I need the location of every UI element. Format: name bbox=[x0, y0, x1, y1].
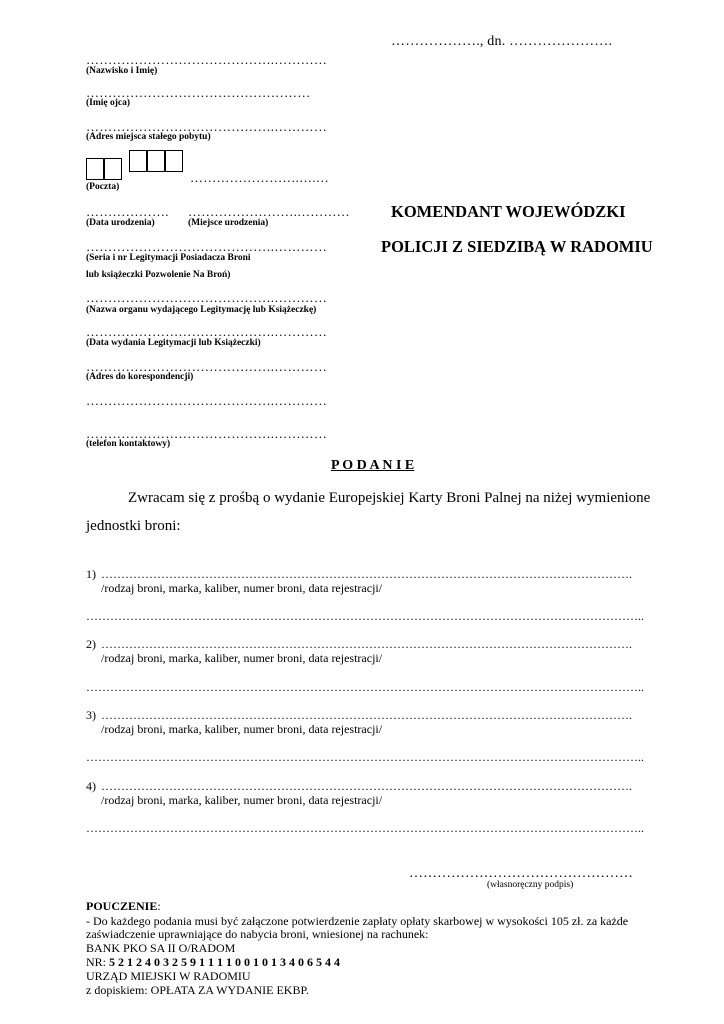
notice-heading-colon: : bbox=[157, 899, 161, 913]
notice-heading: POUCZENIE bbox=[86, 899, 158, 913]
office-name: URZĄD MIEJSKI W RADOMIU bbox=[86, 969, 251, 983]
address-label: (Adres miejsca stałego pobytu) bbox=[86, 132, 211, 142]
license-label: (Seria i nr Legitymacji Posiadacza Broni bbox=[86, 253, 251, 263]
payment-note: z dopiskiem: OPŁATA ZA WYDANIE EKBP. bbox=[86, 983, 309, 997]
postal-code-box bbox=[86, 158, 104, 180]
father-name-label: (Imię ojca) bbox=[86, 98, 131, 108]
name-label: (Nazwisko i Imię) bbox=[86, 66, 158, 76]
father-name-field: …………………………………………… bbox=[86, 85, 311, 100]
notice-heading-wrap bbox=[86, 899, 161, 914]
correspondence-field: …………………………………….………… bbox=[86, 359, 328, 374]
notice-line-1: - Do każdego podania musi być załączone potwierdzenie zapłaty opłaty skarbowej w wysokości 105 zł. za każde bbox=[86, 914, 629, 928]
weapon-hint: /rodzaj broni, marka, kaliber, numer broni, data rejestracji/ bbox=[101, 793, 383, 807]
signature-field: ………………………………………… bbox=[409, 866, 633, 881]
recipient-line-1: KOMENDANT WOJEWÓDZKI bbox=[391, 202, 626, 221]
account-line bbox=[86, 955, 340, 970]
weapon-field: ……………………………………………………………………………………………………………………. bbox=[101, 567, 632, 581]
correspondence-label: (Adres do korespondencji) bbox=[86, 372, 194, 382]
weapon-continuation: ………………………………………………………………………………………………………………………….. bbox=[86, 821, 644, 835]
phone-field: …………………………………….………… bbox=[86, 426, 328, 441]
weapon-continuation: ………………………………………………………………………………………………………………………….. bbox=[86, 609, 644, 623]
address-field: …………………………………….………… bbox=[86, 119, 328, 134]
weapon-number: 1) bbox=[86, 567, 96, 581]
weapon-hint: /rodzaj broni, marka, kaliber, numer broni, data rejestracji/ bbox=[101, 651, 383, 665]
issuer-label: (Nazwa organu wydającego Legitymację lub Książeczkę) bbox=[86, 305, 317, 315]
weapon-continuation: ………………………………………………………………………………………………………………………….. bbox=[86, 680, 644, 694]
weapon-number: 4) bbox=[86, 779, 96, 793]
weapon-field: ……………………………………………………………………………………………………………………. bbox=[101, 708, 632, 722]
name-field: …………………………………….………… bbox=[86, 52, 328, 67]
postal-code-box bbox=[165, 150, 183, 172]
phone-label: (telefon kontaktowy) bbox=[86, 439, 171, 449]
account-number: 5 2 1 2 4 0 3 2 5 9 1 1 1 1 0 0 1 0 1 3 4 0 6 5 4 4 bbox=[109, 955, 341, 969]
birth-place-label: (Miejsce urodzenia) bbox=[188, 218, 269, 228]
license-label-2: lub książeczki Pozwolenie Na Broń) bbox=[86, 270, 231, 280]
date-line: ………………., dn. …………………. bbox=[391, 34, 613, 49]
postal-label: (Poczta) bbox=[86, 182, 120, 192]
request-line-2: jednostki broni: bbox=[86, 518, 181, 534]
weapon-number: 3) bbox=[86, 708, 96, 722]
weapon-hint: /rodzaj broni, marka, kaliber, numer broni, data rejestracji/ bbox=[101, 722, 383, 736]
notice-line-2: zaświadczenie uprawniające do nabycia broni, wniesionej na rachunek: bbox=[86, 927, 429, 941]
recipient-line-2: POLICJI Z SIEDZIBĄ W RADOMIU bbox=[381, 237, 653, 256]
postal-code-box bbox=[147, 150, 165, 172]
document-title: P O D A N I E bbox=[331, 458, 415, 473]
issue-date-label: (Data wydania Legitymacji lub Książeczki) bbox=[86, 338, 261, 348]
birth-date-label: (Data urodzenia) bbox=[86, 218, 155, 228]
weapon-continuation: ………………………………………………………………………………………………………………………….. bbox=[86, 750, 644, 764]
birth-place-field: …………………….………… bbox=[188, 204, 350, 219]
issuer-field: …………………………………….………… bbox=[86, 290, 328, 305]
weapon-field: ……………………………………………………………………………………………………………………. bbox=[101, 779, 632, 793]
postal-city-field: …………………….….… bbox=[190, 170, 329, 185]
postal-code-box bbox=[129, 150, 147, 172]
request-line-1: Zwracam się z prośbą o wydanie Europejskiej Karty Broni Palnej na niżej wymienione bbox=[128, 490, 651, 506]
bank-name: BANK PKO SA II O/RADOM bbox=[86, 941, 236, 955]
weapon-field: ……………………………………………………………………………………………………………………. bbox=[101, 637, 632, 651]
weapon-hint: /rodzaj broni, marka, kaliber, numer broni, data rejestracji/ bbox=[101, 581, 383, 595]
birth-date-field: ………………. bbox=[86, 204, 169, 219]
signature-label: (własnoręczny podpis) bbox=[487, 880, 574, 890]
license-field: …………………………………….………… bbox=[86, 239, 328, 254]
extra-line: …………………………………….………… bbox=[86, 393, 328, 408]
account-prefix: NR: bbox=[86, 955, 110, 969]
postal-code-box bbox=[104, 158, 122, 180]
weapon-number: 2) bbox=[86, 637, 96, 651]
issue-date-field: …………………………………….………… bbox=[86, 324, 328, 339]
